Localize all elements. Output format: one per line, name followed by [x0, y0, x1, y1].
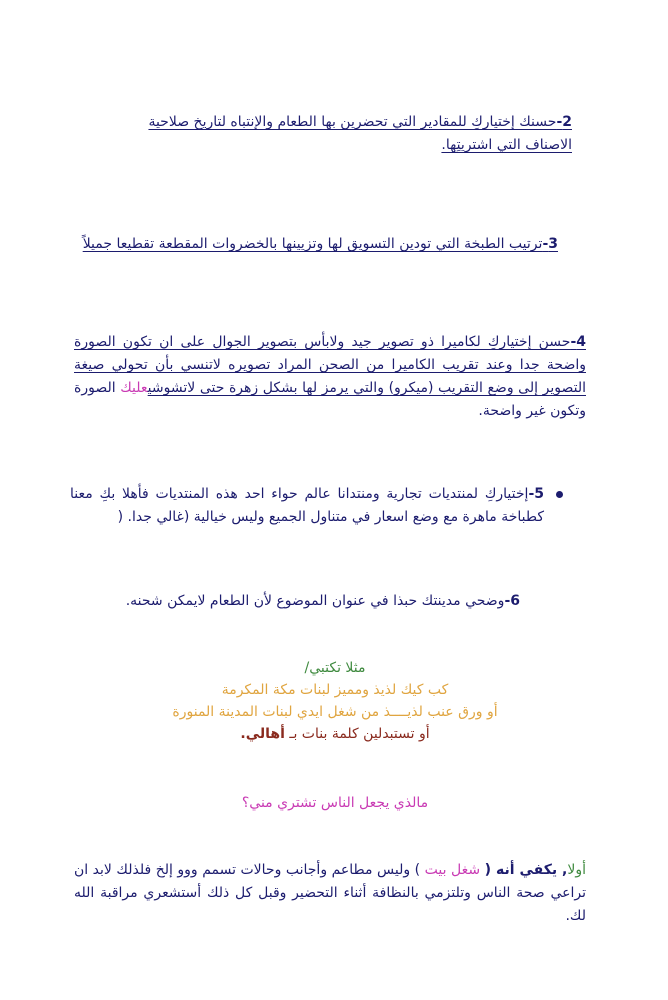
- closing-first: أولا: [567, 862, 586, 878]
- paragraph-4: [74, 331, 586, 423]
- paragraph-2: [100, 111, 572, 157]
- example-heading: مثلا تكتبي/: [304, 660, 366, 676]
- closing-paragraph: [74, 859, 586, 928]
- paragraph-2-text: [148, 114, 572, 153]
- example-line-2: أو ورق عنب لذيــــذ من شغل ايدي لبنات المدينة المنورة: [172, 704, 498, 720]
- paragraph-2-number: 2-: [556, 114, 572, 130]
- paragraph-3-text: [83, 236, 558, 252]
- closing-text-b: ) وليس مطاعم وأجانب وحالات تسمم ووو إلخ فلذلك لابد ان تراعي صحة الناس وتلتزمي بالنظافة أثناء التحضير وقبل كل ذلك أستشعري مراقبة الله لك.: [74, 862, 586, 924]
- paragraph-6-number: 6-: [504, 593, 520, 609]
- paragraph-5: [70, 483, 544, 529]
- example-line-1: كب كيك لذيذ ومميز لبنات مكة المكرمة: [221, 682, 449, 698]
- closing-highlight: شغل بيت: [424, 862, 481, 878]
- paragraph-4-number: 4-: [570, 334, 586, 350]
- paragraph-4-body: حسن إختياركِ لكاميرا ذو تصوير جيد ولابأس بتصوير الجوال على ان تكون الصورة واضحة جدا وعند تقريب الكاميرا من الصحن المراد تصويره لاتنسي بأن تحولي صيغة التصوير إلى وضع التقريب (ميكرو) والتي يرمز لها بشكل زهرة حتى لاتشوشي: [74, 334, 586, 396]
- closing-text-a: , يكفي أنه (: [484, 862, 568, 878]
- paragraph-3: [80, 233, 558, 256]
- paragraph-3-number: 3-: [542, 236, 558, 252]
- example-block: [120, 657, 550, 745]
- paragraph-5-body: إختياركِ لمنتديات تجارية ومنتدانا عالم حواء احد هذه المنتديات فأهلا بكِ معنا كطباخة ماهرة مع وضع اسعار في متناول الجميع وليس خيالية (غالي جدا. (: [70, 486, 544, 525]
- paragraph-4-text: [74, 334, 586, 396]
- bullet-icon: [556, 491, 563, 498]
- paragraph-6: [100, 590, 520, 613]
- paragraph-4-highlight: عليك: [120, 380, 148, 396]
- paragraph-3-body: ترتيب الطبخة التي تودين التسويق لها وتزيينها بالخضروات المقطعة تقطيعا جميلاً: [82, 236, 543, 252]
- paragraph-2-body: حسنك إختياركِ للمقادير التي تحضرين بها الطعام والإنتباه لتاريخ صلاحية الاصناف التي اشتريتِها.: [148, 114, 572, 153]
- example-line-3: أو تستبدلين كلمة بنات بـ أهالي.: [240, 726, 430, 742]
- paragraph-4-end: الصورة وتكون غير واضحة.: [74, 380, 586, 419]
- paragraph-5-number: 5-: [528, 486, 544, 502]
- paragraph-6-body: وضحي مدينتك حبذا في عنوان الموضوع لأن الطعام لايمكن شحنه.: [125, 593, 505, 609]
- question-line: مالذي يجعل الناس تشتري مني؟: [241, 795, 429, 811]
